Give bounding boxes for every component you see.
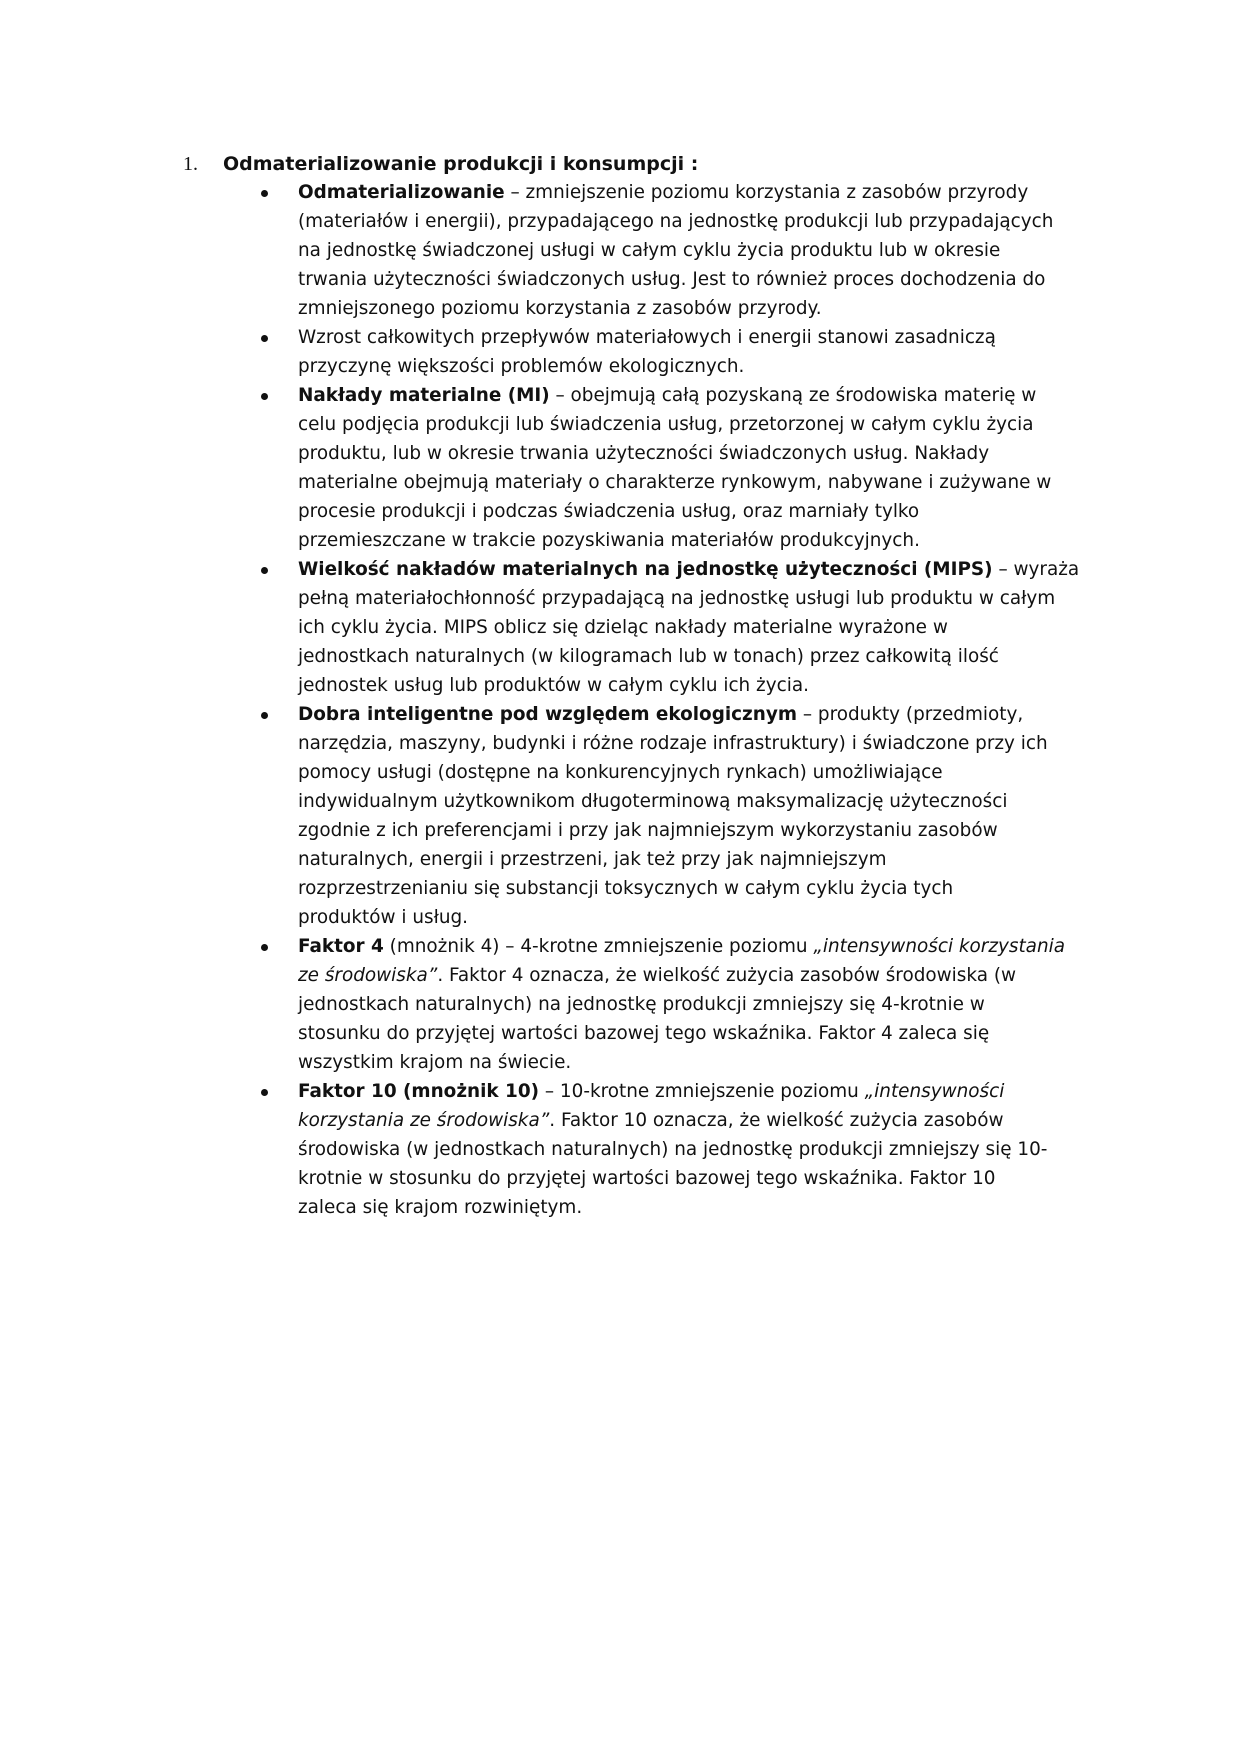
text-line [298, 1048, 1098, 1077]
bullet-dot-icon [261, 944, 268, 951]
text-line [298, 1135, 1098, 1164]
text-line [298, 497, 1098, 526]
body-text: – produkty (przedmioty, [797, 704, 1024, 725]
body-text: przyczynę większości problemów ekologicznych. [298, 356, 745, 377]
body-text: produktu, lub w okresie trwania użyteczności świadczonych usług. Nakłady [298, 443, 990, 464]
text-line [298, 1077, 1098, 1106]
bullet-item [298, 700, 1098, 932]
body-text: – obejmują całą pozyskaną ze środowiska materię w [549, 385, 1037, 406]
body-text: indywidualnym użytkownikom długoterminową maksymalizację użyteczności [298, 791, 1008, 812]
text-line [298, 584, 1098, 613]
text-line [298, 236, 1098, 265]
body-text: pomocy usługi (dostępne na konkurencyjnych rynkach) umożliwiające [298, 762, 943, 783]
term-text: Dobra inteligentne pod względem ekologicznym [298, 704, 798, 725]
bullet-dot-icon [261, 393, 268, 400]
body-text: środowiska (w jednostkach naturalnych) na jednostkę produkcji zmniejszy się 10- [298, 1139, 1048, 1160]
term-text: Faktor 10 (mnożnik 10) [298, 1081, 540, 1102]
text-line [298, 642, 1098, 671]
bullet-item [298, 323, 1098, 381]
text-line [298, 1193, 1098, 1222]
body-text: trwania użyteczności świadczonych usług. Jest to również proces dochodzenia do [298, 269, 1046, 290]
body-text: na jednostkę świadczonej usługi w całym cyklu życia produktu lub w okresie [298, 240, 1001, 261]
body-text: – zmniejszenie poziomu korzystania z zasobów przyrody [504, 182, 1029, 203]
body-text: krotnie w stosunku do przyjętej wartości bazowej tego wskaźnika. Faktor 10 [298, 1168, 996, 1189]
body-text: jednostkach naturalnych (w kilogramach lub w tonach) przez całkowitą ilość [298, 646, 999, 667]
body-text: produktów i usług. [298, 907, 469, 928]
text-line [298, 671, 1098, 700]
text-line [298, 439, 1098, 468]
text-line [298, 1019, 1098, 1048]
bullet-dot-icon [261, 567, 268, 574]
body-text: (materiałów i energii), przypadającego na jednostkę produkcji lub przypadających [298, 211, 1054, 232]
text-line [298, 700, 1098, 729]
bullet-list [298, 178, 1098, 1222]
text-line [298, 932, 1098, 961]
term-text: Wielkość nakładów materialnych na jednostkę użyteczności (MIPS) [298, 559, 993, 580]
text-line [298, 294, 1098, 323]
text-line [298, 874, 1098, 903]
text-line [298, 787, 1098, 816]
body-text: materialne obejmują materiały o charakterze rynkowym, nabywane i zużywane w [298, 472, 1052, 493]
body-text: . Faktor 4 oznacza, że wielkość zużycia zasobów środowiska (w [437, 965, 1017, 986]
text-line [298, 410, 1098, 439]
body-text: celu podjęcia produkcji lub świadczenia usług, przetorzonej w całym cyklu życia [298, 414, 1034, 435]
text-line [298, 468, 1098, 497]
bullet-dot-icon [261, 190, 268, 197]
body-text: rozprzestrzenianiu się substancji toksycznych w całym cyklu życia tych [298, 878, 954, 899]
body-text: przemieszczane w trakcie pozyskiwania materiałów produkcyjnych. [298, 530, 920, 551]
body-text: procesie produkcji i podczas świadczenia usług, oraz marniały tylko [298, 501, 920, 522]
bullet-dot-icon [261, 335, 268, 342]
text-line [298, 555, 1098, 584]
bullet-item [298, 932, 1098, 1077]
emphasis-text: „intensywności [864, 1081, 1005, 1102]
text-line [298, 1164, 1098, 1193]
body-text: jednostek usług lub produktów w całym cyklu ich życia. [298, 675, 809, 696]
text-line [298, 207, 1098, 236]
body-text: zaleca się krajom rozwiniętym. [298, 1197, 583, 1218]
term-text: Nakłady materialne (MI) [298, 385, 550, 406]
text-line [298, 265, 1098, 294]
bullet-item [298, 178, 1098, 323]
body-text: – 10-krotne zmniejszenie poziomu [539, 1081, 865, 1102]
body-text: jednostkach naturalnych) na jednostkę produkcji zmniejszy się 4-krotnie w [298, 994, 985, 1015]
body-text: Wzrost całkowitych przepływów materiałowych i energii stanowi zasadniczą [298, 327, 996, 348]
text-line [298, 1106, 1098, 1135]
emphasis-text: korzystania ze środowiska” [298, 1110, 550, 1131]
text-line [298, 903, 1098, 932]
body-text: (mnożnik 4) – 4-krotne zmniejszenie poziomu [383, 936, 814, 957]
bullet-dot-icon [261, 712, 268, 719]
text-line [298, 352, 1098, 381]
term-text: Faktor 4 [298, 936, 384, 957]
section-title: Odmaterializowanie produkcji i konsumpcji : [223, 153, 699, 175]
text-line [298, 961, 1098, 990]
text-line [298, 323, 1098, 352]
text-line [298, 990, 1098, 1019]
body-text: zgodnie z ich preferencjami i przy jak najmniejszym wykorzystaniu zasobów [298, 820, 998, 841]
section-number: 1. [183, 153, 198, 175]
section-heading [183, 150, 698, 179]
text-line [298, 613, 1098, 642]
text-line [298, 178, 1098, 207]
body-text: stosunku do przyjętej wartości bazowej tego wskaźnika. Faktor 4 zaleca się [298, 1023, 990, 1044]
text-line [298, 526, 1098, 555]
term-text: Odmaterializowanie [298, 182, 505, 203]
body-text: pełną materiałochłonność przypadającą na jednostkę usługi lub produktu w całym [298, 588, 1056, 609]
text-line [298, 758, 1098, 787]
text-line [298, 729, 1098, 758]
text-line [298, 845, 1098, 874]
bullet-item [298, 1077, 1098, 1222]
text-line [298, 381, 1098, 410]
bullet-dot-icon [261, 1089, 268, 1096]
bullet-item [298, 555, 1098, 700]
body-text: ich cyklu życia. MIPS oblicz się dzieląc nakłady materialne wyrażone w [298, 617, 948, 638]
emphasis-text: „intensywności korzystania [813, 936, 1065, 957]
body-text: – wyraża [992, 559, 1080, 580]
body-text: narzędzia, maszyny, budynki i różne rodzaje infrastruktury) i świadczone przy ich [298, 733, 1048, 754]
body-text: zmniejszonego poziomu korzystania z zasobów przyrody. [298, 298, 822, 319]
emphasis-text: ze środowiska” [298, 965, 438, 986]
body-text: naturalnych, energii i przestrzeni, jak też przy jak najmniejszym [298, 849, 887, 870]
body-text: wszystkim krajom na świecie. [298, 1052, 572, 1073]
body-text: . Faktor 10 oznacza, że wielkość zużycia zasobów [549, 1110, 1004, 1131]
text-line [298, 816, 1098, 845]
bullet-item [298, 381, 1098, 555]
